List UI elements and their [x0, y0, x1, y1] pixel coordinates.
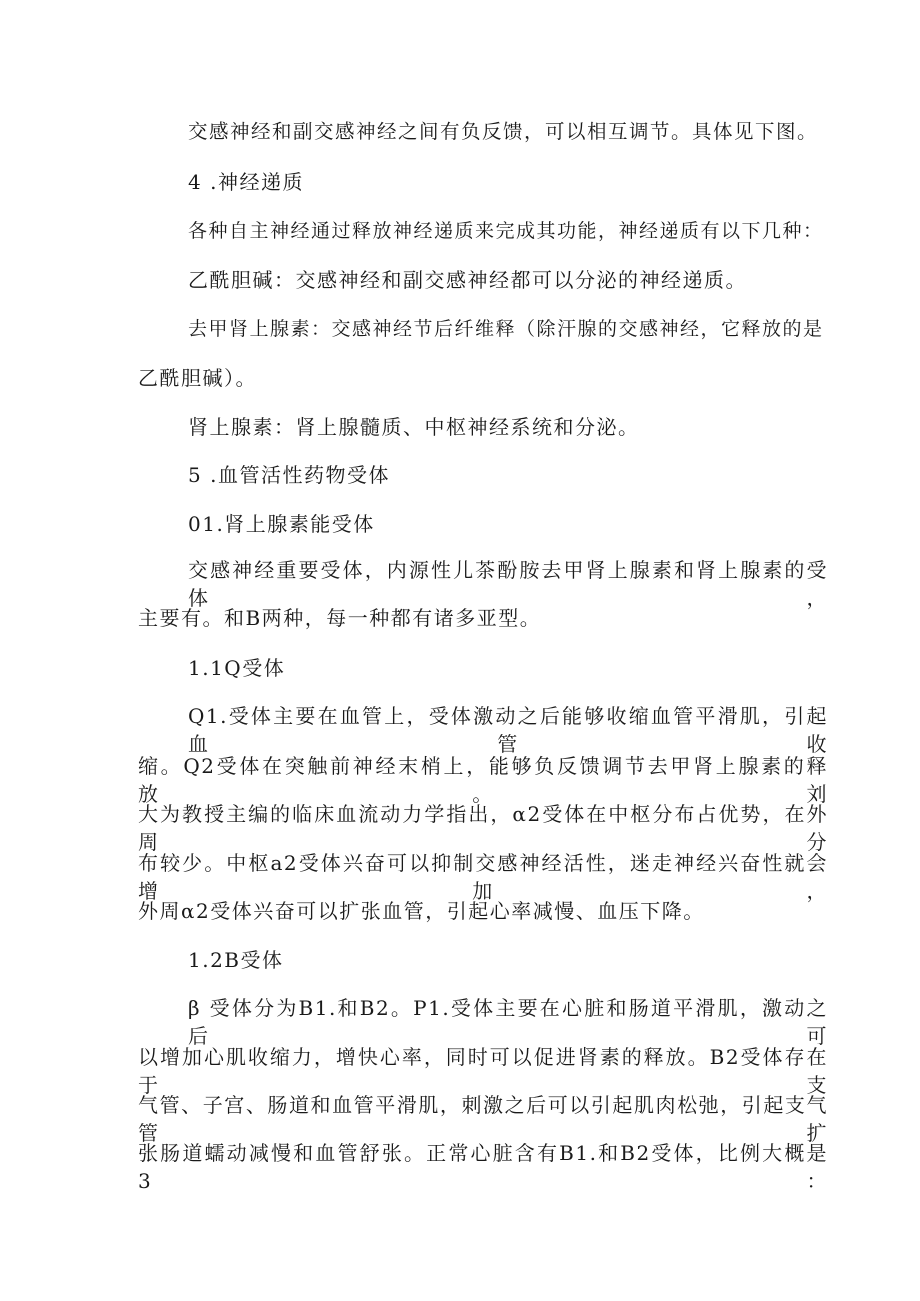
- heading-vasoactive-receptors: 5 .血管活性药物受体: [188, 463, 390, 487]
- paragraph-epinephrine: 肾上腺素：肾上腺髓质、中枢神经系统和分泌。: [188, 415, 640, 439]
- paragraph-alpha-5: 外周α2受体兴奋可以扩张血管，引起心率减慢、血压下降。: [138, 899, 705, 923]
- paragraph-alpha-4: 布较少。中枢a2受体兴奋可以抑制交感神经活性，迷走神经兴奋性就会增加，: [138, 851, 828, 903]
- heading-neurotransmitters: 4 .神经递质: [188, 170, 304, 194]
- paragraph-norepinephrine-cont: 乙酰胆碱）。: [138, 366, 257, 390]
- paragraph-feedback: 交感神经和副交感神经之间有负反馈，可以相互调节。具体见下图。: [188, 120, 819, 143]
- paragraph-alpha-2: 缩。Q2受体在突触前神经末梢上，能够负反馈调节去甲肾上腺素的释放。刘: [138, 754, 828, 806]
- heading-beta-receptor: 1.2B受体: [188, 948, 284, 972]
- heading-alpha-receptor: 1.1Q受体: [188, 656, 286, 680]
- paragraph-beta-3: 气管、子宫、肠道和血管平滑肌，刺激之后可以引起肌肉松弛，引起支气管扩: [138, 1093, 828, 1145]
- paragraph-beta-4: 张肠道蠕动减慢和血管舒张。正常心脏含有B1.和B2受体，比例大概是3：: [138, 1141, 828, 1193]
- paragraph-beta-2: 以增加心肌收缩力，增快心率，同时可以促进肾素的释放。B2受体存在于支: [138, 1045, 828, 1097]
- paragraph-receptor-intro: 交感神经重要受体，内源性儿茶酚胺去甲肾上腺素和肾上腺素的受体，: [188, 558, 828, 610]
- paragraph-intro: 各种自主神经通过释放神经递质来完成其功能，神经递质有以下几种：: [188, 220, 824, 242]
- paragraph-acetylcholine: 乙酰胆碱：交感神经和副交感神经都可以分泌的神经递质。: [188, 268, 747, 292]
- paragraph-receptor-intro-cont: 主要有。和B两种，每一种都有诸多亚型。: [138, 606, 542, 630]
- paragraph-beta-1: β 受体分为B1.和B2。P1.受体主要在心脏和肠道平滑肌，激动之后可: [188, 996, 828, 1048]
- paragraph-norepinephrine: 去甲肾上腺素：交感神经节后纤维释（除汗腺的交感神经，它释放的是: [188, 318, 824, 340]
- paragraph-alpha-3: 大为教授主编的临床血流动力学指出，α2受体在中枢分布占优势，在外周分: [138, 802, 828, 854]
- heading-adrenergic-receptor: 01.肾上腺素能受体: [188, 512, 375, 536]
- paragraph-alpha-1: Q1.受体主要在血管上，受体激动之后能够收缩血管平滑肌，引起血管收: [188, 704, 828, 756]
